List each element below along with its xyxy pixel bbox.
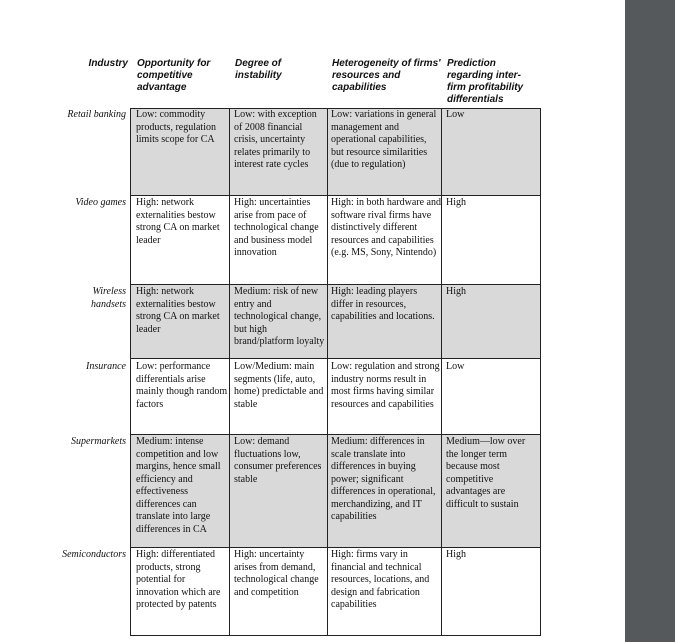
cell-instability: Low/Medium: main segments (life, auto, home) predictable and stable — [234, 361, 324, 410]
row-label-supermarkets: Supermarkets — [71, 436, 126, 447]
cell-heterogeneity: Low: regulation and strong industry norms result in most firms having similar resources and capabilities — [331, 361, 440, 410]
cell-heterogeneity: High: leading players differ in resources, capabilities and locations. — [331, 286, 435, 322]
column-divider — [130, 108, 131, 636]
cell-opportunity: Low: performance differentials arise mainly though random factors — [136, 361, 228, 410]
row-label-retail-banking: Retail banking — [67, 109, 126, 120]
row-divider — [130, 195, 541, 196]
cell-heterogeneity: High: in both hardware and software rival firms have distinctively different resources and capabilities (e.g. MS, Sony, Nintendo) — [331, 197, 441, 258]
cell-prediction: High — [446, 549, 466, 560]
row-label-wireless-handsets: Wireless handsets — [91, 286, 126, 310]
cell-prediction: Low — [446, 109, 465, 120]
cell-heterogeneity: Medium: differences in scale translate into differences in buying power; significant differences in operational, merchandizing, and IT capabilities — [331, 436, 436, 522]
column-divider — [540, 108, 541, 636]
cell-instability: Medium: risk of new entry and technological change, but high brand/platform loyalty — [234, 286, 325, 347]
cell-opportunity: Low: commodity products, regulation limits scope for CA — [136, 109, 216, 145]
cell-prediction: Low — [446, 361, 465, 372]
cell-prediction: Medium—low over the longer term because most competitive advantages are difficult to sustain — [446, 436, 526, 510]
row-label-insurance: Insurance — [86, 361, 126, 372]
row-divider — [130, 547, 541, 548]
row-divider — [130, 358, 541, 359]
row-divider — [130, 284, 541, 285]
cell-opportunity: High: network externalities bestow strong CA on market leader — [136, 286, 220, 335]
row-label-video-games: Video games — [75, 197, 126, 208]
cell-heterogeneity: High: firms vary in financial and technical resources, locations, and design and fabrication capabilities — [331, 549, 430, 610]
row-divider — [130, 434, 541, 435]
header-prediction: Prediction regarding inter-firm profitability differentials — [447, 58, 524, 105]
cell-opportunity: Medium: intense competition and low margins, hence small efficiency and effectiveness differences can translate into large differences in CA — [136, 436, 221, 535]
header-instability: Degree of instability — [235, 58, 282, 81]
header-opportunity: Opportunity for competitive advantage — [137, 58, 211, 93]
cell-prediction: High — [446, 286, 466, 297]
column-divider — [441, 108, 442, 636]
column-divider — [327, 108, 328, 636]
cell-instability: High: uncertainty arises from demand, technological change and competition — [234, 549, 319, 598]
header-heterogeneity: Heterogeneity of firms' resources and capabilities — [332, 58, 441, 93]
cell-instability: Low: with exception of 2008 financial crisis, uncertainty relates primarily to interest rate cycles — [234, 109, 317, 170]
header-industry: Industry — [88, 58, 128, 69]
cell-heterogeneity: Low: variations in general management and operational capabilities, but resource similarities (due to regulation) — [331, 109, 437, 170]
viewer-side-panel — [625, 0, 675, 642]
table-bottom-border — [130, 635, 541, 636]
cell-prediction: High — [446, 197, 466, 208]
row-label-semiconductors: Semiconductors — [62, 549, 126, 560]
cell-instability: High: uncertainties arise from pace of technological change and business model innovation — [234, 197, 319, 258]
cell-opportunity: High: differentiated products, strong potential for innovation which are protected by patents — [136, 549, 221, 610]
cell-instability: Low: demand fluctuations low, consumer preferences stable — [234, 436, 322, 485]
cell-opportunity: High: network externalities bestow strong CA on market leader — [136, 197, 220, 246]
